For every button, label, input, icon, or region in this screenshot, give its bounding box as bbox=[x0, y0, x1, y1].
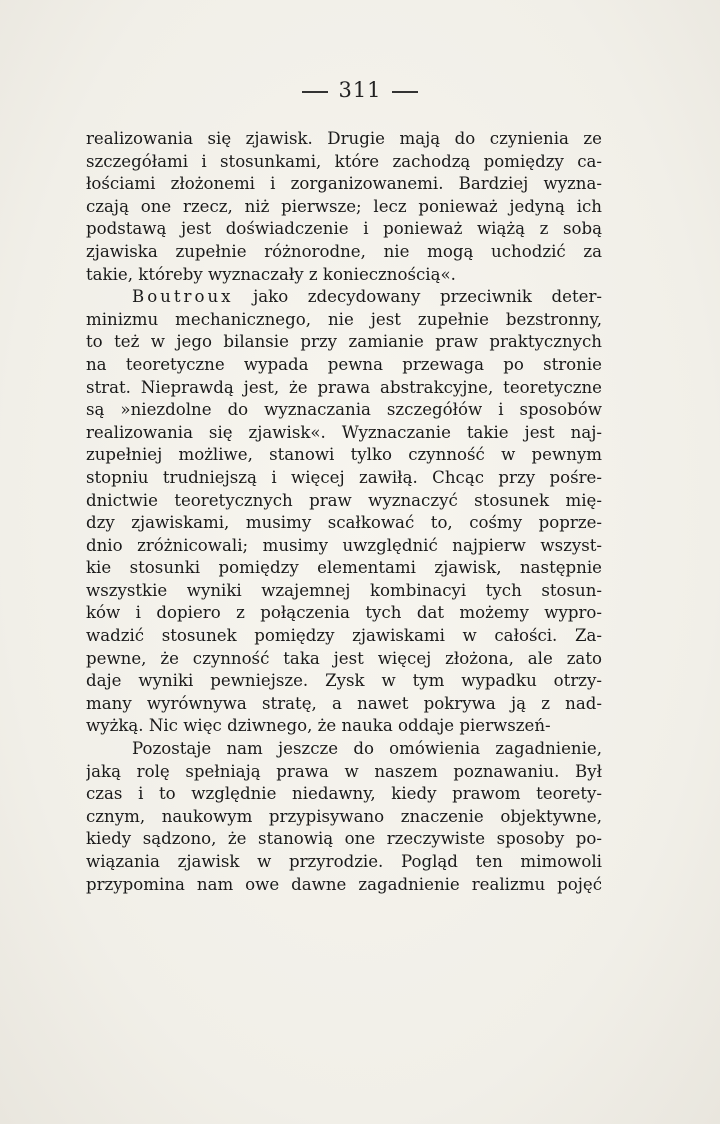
text-line: realizowania się zjawisk«. Wyznaczanie takie jest naj- bbox=[86, 422, 602, 442]
first-line-rest: jako zdecydowany przeciwnik deter- bbox=[233, 287, 602, 307]
text-line: wszystkie wyniki wzajemnej kombinacyi tych stosun- bbox=[86, 580, 602, 600]
text-line: przypomina nam owe dawne zagadnienie realizmu pojęć bbox=[86, 874, 602, 894]
text-line: szczegółami i stosunkami, które zachodzą pomiędzy ca- bbox=[86, 151, 602, 171]
left-dash bbox=[302, 91, 328, 93]
text-line: zupełniej możliwe, stanowi tylko czynność w pewnym bbox=[86, 445, 602, 465]
text-line: minizmu mechanicznego, nie jest zupełnie bezstronny, bbox=[86, 309, 602, 329]
text-line: wadzić stosunek pomiędzy zjawiskami w całości. Za- bbox=[86, 626, 602, 646]
body-text bbox=[86, 128, 602, 896]
text-line: czas i to względnie niedawny, kiedy prawom teorety- bbox=[86, 784, 602, 804]
paragraph-3 bbox=[86, 738, 602, 896]
text-line: wiązania zjawisk w przyrodzie. Pogląd ten mimowoli bbox=[86, 852, 602, 871]
paragraph-2 bbox=[86, 286, 602, 738]
text-line: ków i dopiero z połączenia tych dat możemy wypro- bbox=[86, 603, 602, 623]
text-line: realizowania się zjawisk. Drugie mają do czynienia ze bbox=[86, 129, 602, 148]
text-line: podstawą jest doświadczenie i ponieważ wiążą z sobą bbox=[86, 219, 602, 239]
text-line: strat. Nieprawdą jest, że prawa abstrakcyjne, teoretyczne bbox=[86, 377, 602, 397]
text-line: jaką rolę spełniają prawa w naszem poznawaniu. Był bbox=[86, 761, 602, 781]
text-line: dnio zróżnicowali; musimy uwzględnić najpierw wszyst- bbox=[86, 535, 602, 555]
text-line: kie stosunki pomiędzy elementami zjawisk, następnie bbox=[86, 558, 602, 578]
page-number: 311 bbox=[338, 78, 382, 102]
text-line: takie, któreby wyznaczały z koniecznością«. bbox=[86, 264, 456, 284]
text-line-first: Pozostaje nam jeszcze do omówienia zagadnienie, bbox=[132, 739, 602, 759]
text-line: to też w jego bilansie przy zamianie praw praktycznych bbox=[86, 332, 602, 352]
text-line: many wyrównywa stratę, a nawet pokrywa ją z nad- bbox=[86, 693, 602, 713]
text-line: pewne, że czynność taka jest więcej złożona, ale zato bbox=[86, 648, 602, 668]
text-line: daje wyniki pewniejsze. Zysk w tym wypadku otrzy- bbox=[86, 671, 602, 691]
text-line: dnictwie teoretycznych praw wyznaczyć stosunek mię- bbox=[86, 490, 602, 510]
text-line: stopniu trudniejszą i więcej zawiłą. Chcąc przy pośre- bbox=[86, 467, 602, 487]
author-name-spaced: Boutroux bbox=[132, 287, 234, 307]
page-number-header bbox=[0, 78, 720, 102]
text-line: zjawiska zupełnie różnorodne, nie mogą uchodzić za bbox=[86, 241, 602, 261]
right-dash bbox=[392, 91, 418, 93]
text-line: czają one rzecz, niż pierwsze; lecz ponieważ jedyną ich bbox=[86, 196, 602, 216]
text-line: dzy zjawiskami, musimy scałkować to, cośmy poprze- bbox=[86, 513, 602, 533]
text-line: cznym, naukowym przypisywano znaczenie objektywne, bbox=[86, 806, 602, 826]
text-line: na teoretyczne wypada pewna przewaga po stronie bbox=[86, 354, 602, 374]
text-line: kiedy sądzono, że stanowią one rzeczywiste sposoby po- bbox=[86, 829, 602, 849]
text-line: wyżką. Nic więc dziwnego, że nauka oddaje pierwszeń- bbox=[86, 716, 551, 736]
text-line-first bbox=[86, 286, 602, 309]
text-line: łościami złożonemi i zorganizowanemi. Bardziej wyzna- bbox=[86, 174, 602, 194]
paragraph-1 bbox=[86, 128, 602, 286]
text-line: są »niezdolne do wyznaczania szczegółów i sposobów bbox=[86, 400, 602, 420]
